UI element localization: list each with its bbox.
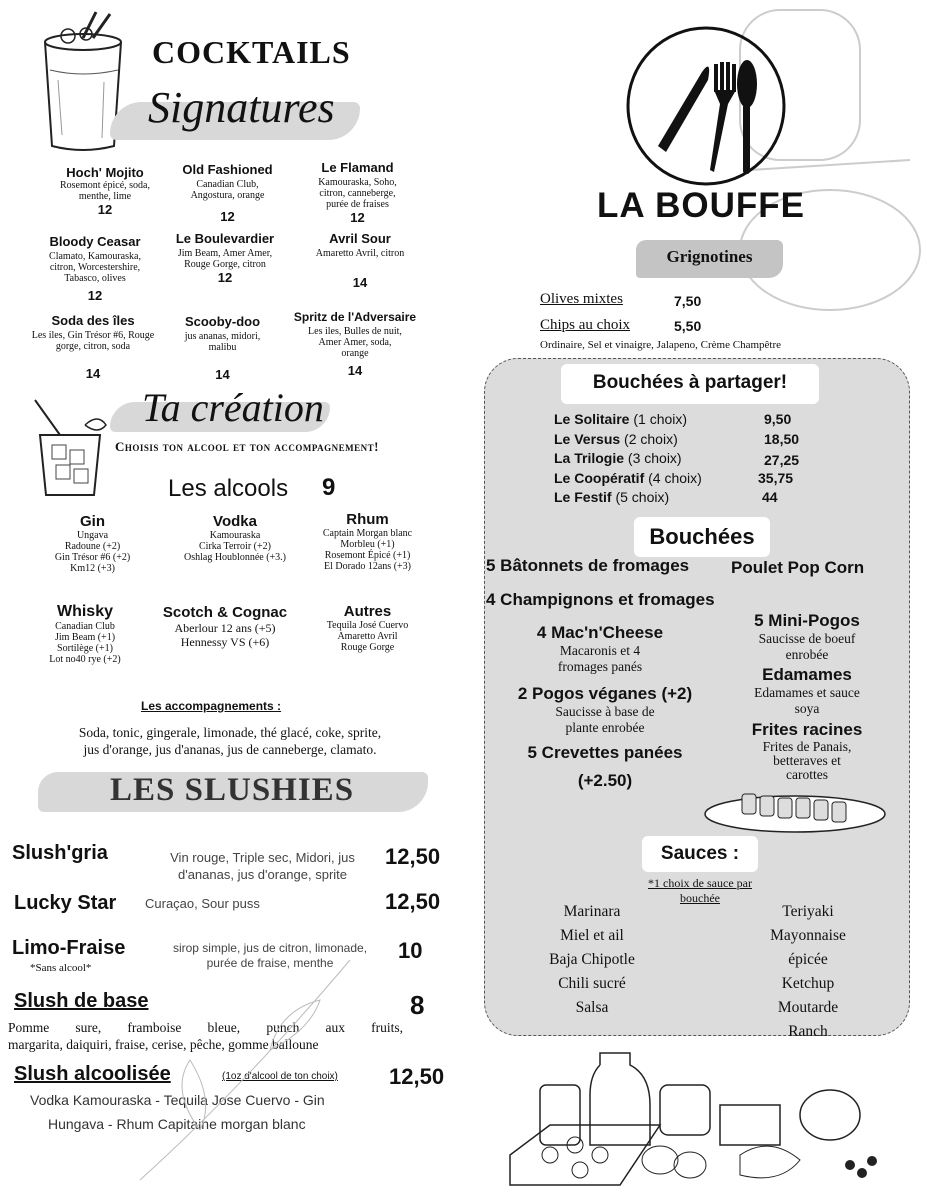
cocktail-item: Le Flamand Kamouraska, Soho, citron, canneberge, purée de fraises 12 xyxy=(318,160,397,225)
cocktail-item: Spritz de l'Adversaire Les iles, Bulles de nuit, Amer Amer, soda, orange 14 xyxy=(293,310,417,378)
slush-price: 10 xyxy=(398,938,423,963)
creation-subtitle: Choisis ton alcool et ton accompagnement! xyxy=(115,439,380,454)
alcools-price: 9 xyxy=(322,474,336,501)
grignotine-name: Chips au choix xyxy=(540,317,630,333)
grignotine-name: Olives mixtes xyxy=(540,291,623,307)
cocktail-item: Hoch' Mojito Rosemont épicé, soda, menthe, lime 12 xyxy=(60,165,150,217)
sauce-item: Chili sucré xyxy=(558,975,626,992)
grignotine-price: 7,50 xyxy=(674,293,702,309)
bouchee-item: Edamames Edamames et sauce soya xyxy=(754,665,860,716)
partager-list xyxy=(554,410,814,508)
sauces-note: *1 choix de sauce par bouchée xyxy=(648,876,752,905)
alcool-group-vodka: Vodka Kamouraska Cirka Terroir (+2) Oshlag Houblonnée (+3.) xyxy=(183,513,286,563)
slush-price: 12,50 xyxy=(385,889,441,914)
slush-price: 12,50 xyxy=(385,844,441,869)
grignotine-price: 5,50 xyxy=(674,318,702,334)
slush-name: Limo-Fraise xyxy=(12,937,126,959)
bouchee-item: Poulet Pop Corn xyxy=(731,558,865,577)
alcool-group-gin: Gin Ungava Radoune (+2) Gin Trésor #6 (+2) Km12 (+3) xyxy=(54,513,131,574)
slush-base-name: Slush de base xyxy=(14,990,149,1012)
cocktail-item: Avril Sour Amaretto Avril, citron 14 xyxy=(315,231,405,290)
sauce-item: Miel et ail xyxy=(560,927,624,944)
slush-alcoolisee-note: (1oz d'alcool de ton choix) xyxy=(222,1071,338,1082)
partager-item: Le Coopératif (4 choix) 35,75 xyxy=(554,469,794,486)
slush-alcoolisee-price: 12,50 xyxy=(389,1064,445,1089)
sauce-item: Marinara xyxy=(563,903,621,920)
accompagnements-text: Soda, tonic, gingerale, limonade, thé glacé, coke, sprite, jus d'orange, jus d'ananas, jus de canneberge, clamato. xyxy=(78,725,382,757)
slush-desc: Curaçao, Sour puss xyxy=(145,896,260,911)
cocktails-title: COCKTAILS xyxy=(152,34,351,70)
signatures-title: Signatures xyxy=(148,83,335,132)
alcools-title: Les alcools xyxy=(168,475,289,502)
sauce-item: Salsa xyxy=(575,999,609,1016)
slush-alcoolisee-desc: Hungava - Rhum Capitaine morgan blanc xyxy=(48,1116,306,1132)
partager-item: La Trilogie (3 choix) 27,25 xyxy=(554,450,800,468)
bouchee-extra: (+2.50) xyxy=(577,771,633,790)
cocktail-item: Bloody Ceasar Clamato, Kamouraska, citron, Worcestershire, Tabasco, olives 12 xyxy=(49,234,141,303)
cocktail-item: Le Boulevardier Jim Beam, Amer Amer, Rouge Gorge, citron 12 xyxy=(175,231,275,285)
slush-base-desc: Pomme sure, framboise bleue, punch aux fruits, margarita, daiquiri, fraise, cerise, pêche, gomme balloune xyxy=(8,1020,403,1052)
slush-desc: sirop simple, jus de citron, limonade, purée de fraise, menthe xyxy=(172,941,368,970)
slushies-title: LES SLUSHIES xyxy=(110,772,355,808)
sauce-item: Moutarde xyxy=(777,999,839,1016)
leaf-decoration-icon xyxy=(120,940,360,1190)
slush-alcoolisee-name: Slush alcoolisée xyxy=(14,1063,171,1085)
slush-alcoolisee-desc: Vodka Kamouraska - Tequila Jose Cuervo - Gin xyxy=(30,1092,325,1108)
cocktail-item: Soda des îles Les iles, Gin Trésor #6, Rouge gorge, citron, soda 14 xyxy=(31,313,155,381)
cocktail-item: Scooby-doo jus ananas, midori, malibu 14 xyxy=(184,314,261,382)
partager-item: Le Festif (5 choix) 44 xyxy=(554,489,778,505)
sauces-left-list xyxy=(532,900,652,1020)
sauce-item: Ketchup xyxy=(781,975,835,992)
partager-item: Le Solitaire (1 choix) 9,50 xyxy=(554,411,792,427)
alcool-group-scotch-cognac: Scotch & Cognac Aberlour 12 ans (+5) Hennessy VS (+6) xyxy=(162,604,288,649)
slush-note: *Sans alcool* xyxy=(30,962,92,974)
chips-note: Ordinaire, Sel et vinaigre, Jalapeno, Crème Champêtre xyxy=(540,339,781,351)
cocktail-item: Old Fashioned Canadian Club, Angostura, orange 12 xyxy=(182,162,273,224)
bouchee-item: 4 Mac'n'Cheese Macaronis et 4 fromages panés xyxy=(536,623,664,674)
kitchen-ingredients-icon xyxy=(500,1045,900,1195)
food-platter-icon xyxy=(702,786,888,836)
sauces-title: Sauces : xyxy=(642,836,758,872)
bouffe-title: LA BOUFFE xyxy=(597,186,805,225)
grignotines-title: Grignotines xyxy=(636,240,783,278)
slush-base-price: 8 xyxy=(410,990,425,1020)
accompagnements-title: Les accompagnements : xyxy=(141,699,282,713)
mixed-drink-icon xyxy=(30,395,110,505)
alcool-group-whisky: Whisky Canadian Club Jim Beam (+1) Sortilège (+1) Lot no40 rye (+2) xyxy=(49,603,121,665)
sauce-item: épicée xyxy=(788,951,828,968)
partager-item: Le Versus (2 choix) 18,50 xyxy=(554,430,800,447)
bouchee-item: 4 Champignons et fromages xyxy=(486,590,715,609)
sauce-item: Mayonnaise xyxy=(770,927,846,944)
slush-name: Lucky Star xyxy=(14,892,117,914)
bouchee-item: 5 Crevettes panées xyxy=(527,743,683,762)
alcool-group-rhum: Rhum Captain Morgan blanc Morbleu (+1) Rosemont Épicé (+1) El Dorado 12ans (+3) xyxy=(322,511,413,572)
partager-title: Bouchées à partager! xyxy=(561,364,819,404)
bouchee-item: 5 Mini-Pogos Saucisse de boeuf enrobée xyxy=(754,611,860,662)
creation-title: Ta création xyxy=(142,385,324,430)
bouchee-item: 5 Bâtonnets de fromages xyxy=(486,556,690,575)
sauce-item: Teriyaki xyxy=(782,903,834,920)
bouchee-item: Frites racines Frites de Panais, betteraves et carottes xyxy=(751,720,863,782)
alcool-group-autres: Autres Tequila José Cuervo Amaretto Avril Rouge Gorge xyxy=(326,603,409,653)
cutlery-logo-icon xyxy=(624,24,788,188)
sauce-item: Ranch xyxy=(788,1023,828,1040)
slush-name: Slush'gria xyxy=(12,842,108,864)
slush-desc: Vin rouge, Triple sec, Midori, jus d'ananas, jus d'orange, sprite xyxy=(170,850,355,882)
sauce-item: Baja Chipotle xyxy=(549,951,635,968)
sauces-right-list xyxy=(748,900,868,1044)
bouchees-title: Bouchées xyxy=(634,517,770,557)
bouchee-item: 2 Pogos véganes (+2) Saucisse à base de plante enrobée xyxy=(517,684,693,735)
